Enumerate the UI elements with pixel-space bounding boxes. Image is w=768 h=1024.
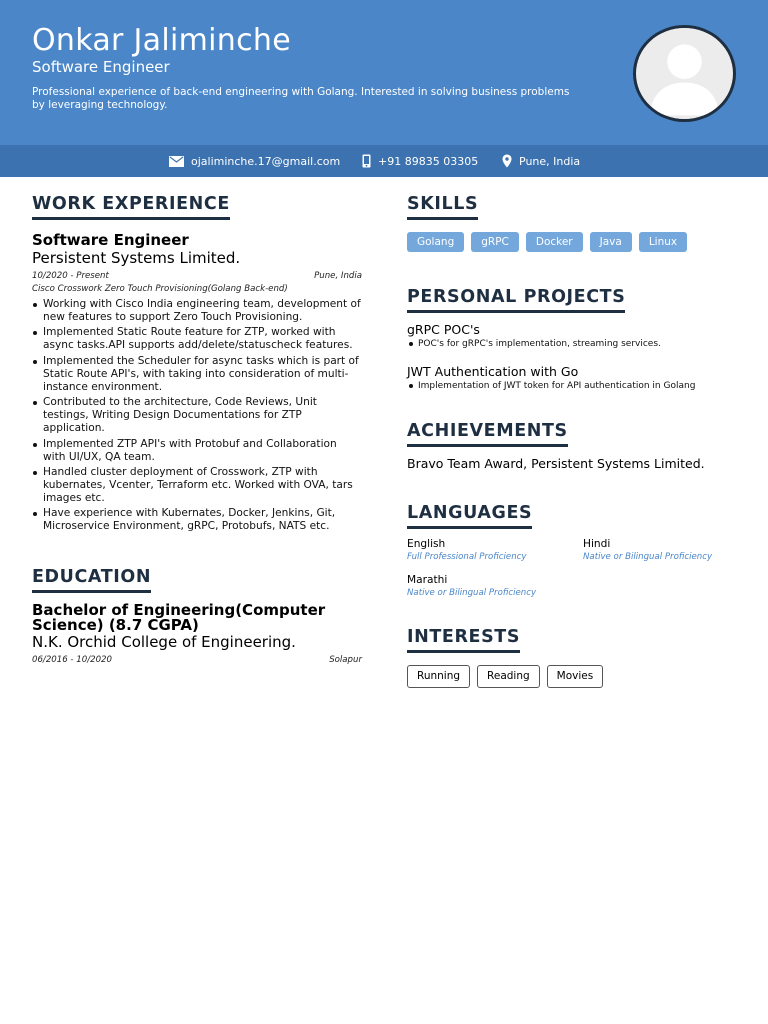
language-level: Full Professional Proficiency xyxy=(407,552,527,562)
languages-list xyxy=(407,538,737,600)
language-level: Native or Bilingual Proficiency xyxy=(583,552,713,562)
candidate-name: Onkar Jaliminche xyxy=(32,23,291,58)
project-item xyxy=(407,322,737,350)
project-name: JWT Authentication with Go xyxy=(407,364,579,379)
achievements-heading: ACHIEVEMENTS xyxy=(407,420,568,447)
interest-tag: Movies xyxy=(547,665,604,688)
interest-tag: Reading xyxy=(477,665,540,688)
profile-summary: Professional experience of back-end engineering with Golang. Interested in solving business problems by leveraging technology. xyxy=(32,86,570,111)
job-project: Cisco Crosswork Zero Touch Provisioning(Golang Back-end) xyxy=(32,284,288,294)
education-location: Solapur xyxy=(329,654,362,665)
contact-email[interactable] xyxy=(169,145,340,177)
achievement-text: Bravo Team Award, Persistent Systems Limited. xyxy=(407,456,705,471)
right-column xyxy=(407,193,737,688)
list-item: Working with Cisco India engineering team, development of new features to support Zero Touch Provisioning. xyxy=(32,298,362,324)
project-name: gRPC POC's xyxy=(407,322,480,337)
skill-tag: Java xyxy=(590,232,632,252)
contact-location xyxy=(502,145,580,177)
list-item: POC's for gRPC's implementation, streaming services. xyxy=(407,338,737,350)
project-bullets xyxy=(407,380,737,392)
skills-list xyxy=(407,232,737,252)
education-heading: EDUCATION xyxy=(32,566,151,593)
avatar xyxy=(633,25,736,122)
project-bullets xyxy=(407,338,737,350)
list-item: Contributed to the architecture, Code Reviews, Unit testings, Writing Design Documentations for ZTP application. xyxy=(32,396,362,435)
skill-tag: Linux xyxy=(639,232,687,252)
language-item xyxy=(407,574,583,600)
job-location: Pune, India xyxy=(314,271,362,281)
location-text: Pune, India xyxy=(519,154,581,168)
language-level: Native or Bilingual Proficiency xyxy=(407,588,537,598)
languages-heading: LANGUAGES xyxy=(407,502,532,529)
candidate-role: Software Engineer xyxy=(32,58,170,76)
job-title: Software Engineer xyxy=(32,231,189,249)
skill-tag: Golang xyxy=(407,232,464,252)
skill-tag: gRPC xyxy=(471,232,519,252)
education-meta xyxy=(32,653,362,667)
job-bullets xyxy=(32,298,362,533)
language-item xyxy=(407,538,583,564)
contact-phone[interactable] xyxy=(362,145,478,177)
language-name: Marathi xyxy=(407,574,448,586)
list-item: Have experience with Kubernates, Docker, Jenkins, Git, Microservice Environment, gRPC, Protobufs, NATS etc. xyxy=(32,507,362,533)
company-name: Persistent Systems Limited. xyxy=(32,249,241,267)
job-meta xyxy=(32,269,362,283)
list-item: Implemented the Scheduler for async tasks which is part of Static Route API's, with taking into consideration of multi-instance environment. xyxy=(32,355,362,394)
skills-heading: SKILLS xyxy=(407,193,478,220)
job-dates: 10/2020 - Present xyxy=(32,271,109,281)
project-item xyxy=(407,364,737,392)
resume-header xyxy=(0,0,768,145)
language-name: English xyxy=(407,538,446,550)
phone-icon xyxy=(362,154,371,168)
contact-bar xyxy=(0,145,768,177)
phone-text: +91 89835 03305 xyxy=(378,154,479,168)
email-text: ojaliminche.17@gmail.com xyxy=(191,154,341,168)
language-name: Hindi xyxy=(583,538,611,550)
location-pin-icon xyxy=(502,154,512,168)
education-degree: Bachelor of Engineering(Computer Science) (8.7 CGPA) xyxy=(32,600,326,635)
work-experience-heading: WORK EXPERIENCE xyxy=(32,193,230,220)
list-item: Implementation of JWT token for API authentication in Golang xyxy=(407,380,737,392)
list-item: Handled cluster deployment of Crosswork, ZTP with kubernates, Vcenter, Terraform etc. Worked with OVA, tars images etc. xyxy=(32,466,362,505)
education-dates: 06/2016 - 10/2020 xyxy=(32,654,112,665)
list-item: Implemented Static Route feature for ZTP, worked with async tasks.API supports add/delete/statuscheck features. xyxy=(32,326,362,352)
user-silhouette-icon xyxy=(636,28,733,119)
interests-list xyxy=(407,665,737,688)
education-school: N.K. Orchid College of Engineering. xyxy=(32,632,296,651)
envelope-icon xyxy=(169,156,184,167)
personal-projects-heading: PERSONAL PROJECTS xyxy=(407,286,625,313)
list-item: Implemented ZTP API's with Protobuf and Collaboration with UI/UX, QA team. xyxy=(32,438,362,464)
interests-heading: INTERESTS xyxy=(407,626,520,653)
language-item xyxy=(583,538,743,564)
interest-tag: Running xyxy=(407,665,470,688)
left-column xyxy=(32,193,362,667)
skill-tag: Docker xyxy=(526,232,583,252)
